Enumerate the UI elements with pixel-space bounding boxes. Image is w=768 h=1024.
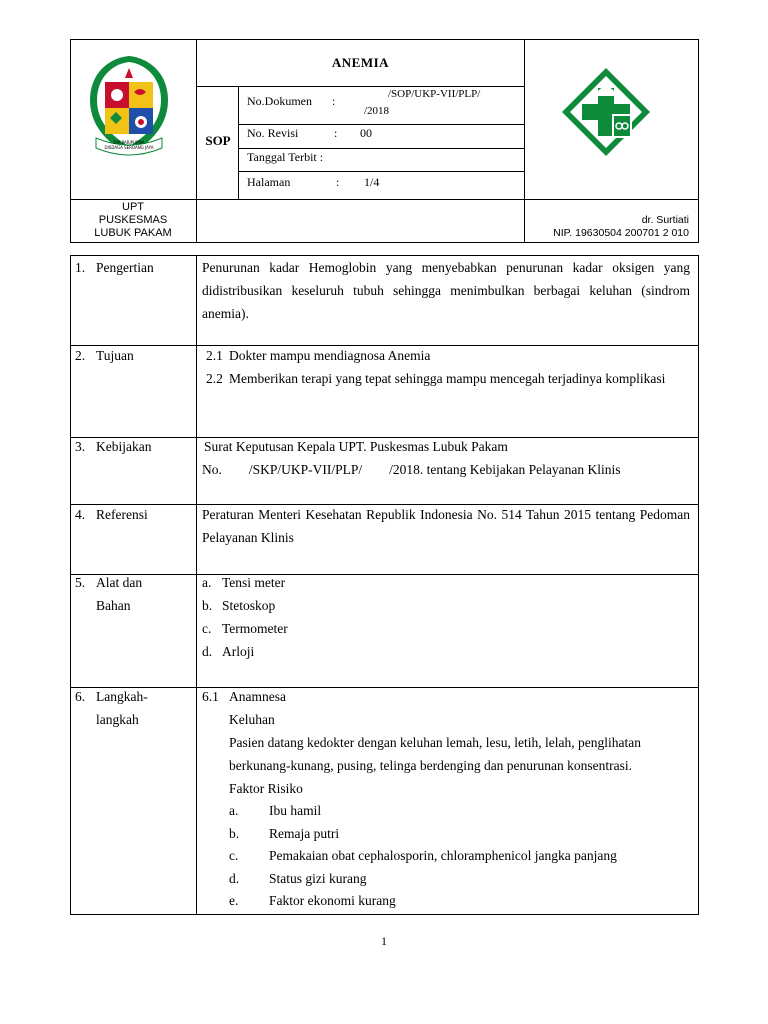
signer-name: dr. Surtiati (641, 214, 689, 226)
langkah-sub-title: Anamnesa (229, 689, 286, 704)
alat-item-c-letter: c. (202, 621, 212, 636)
alat-item-a-letter: a. (202, 575, 212, 590)
faktor-item-c-letter: c. (229, 848, 239, 863)
section-6-title-line1: Langkah- (96, 689, 148, 704)
faktor-item-d-text: Status gizi kurang (269, 871, 367, 886)
section-3-number: 3. (75, 439, 86, 454)
logo-motto-1: DIA PARIPURNA (113, 140, 145, 145)
field-no-revisi-label: No. Revisi (247, 126, 299, 140)
field-no-dokumen-sep: : (332, 94, 336, 108)
faktor-item-b-letter: b. (229, 826, 240, 841)
faktor-item-b-text: Remaja putri (269, 826, 340, 841)
section-6-title-line2: langkah (96, 712, 139, 727)
section-2-number: 2. (75, 348, 86, 363)
faktor-item-c-text: Pemakaian obat cephalosporin, chloramphenicol jangka panjang (269, 848, 617, 863)
referensi-text: Peraturan Menteri Kesehatan Republik Indonesia No. 514 Tahun 2015 tentang Pedoman Pelayanan Klinis (202, 507, 690, 545)
faktor-risiko-heading: Faktor Risiko (229, 781, 303, 796)
field-no-revisi-sep: : (334, 126, 338, 140)
alat-item-d-text: Arloji (222, 644, 255, 659)
section-1-text: Penurunan kadar Hemoglobin yang menyebabkan penurunan kadar oksigen yang didistribusikan keseluruh tubuh sehingga menimbulkan berbagai keluhan (sindrom anemia). (202, 260, 690, 321)
section-5-title-line2: Bahan (96, 598, 131, 613)
logo-motto-2: DISDAGA SERDANG JAYA (104, 145, 154, 150)
alat-item-d-letter: d. (202, 644, 213, 659)
tujuan-item-1-text: Dokter mampu mendiagnosa Anemia (229, 348, 431, 363)
tujuan-item-1-number: 2.1 (206, 348, 223, 363)
section-4-number: 4. (75, 507, 86, 522)
alat-item-a-text: Tensi meter (222, 575, 286, 590)
field-no-revisi-value: 00 (360, 126, 372, 140)
field-no-dokumen-value-1: /SOP/UKP-VII/PLP/ (388, 88, 481, 100)
field-tanggal-terbit-label: Tanggal Terbit : (247, 150, 324, 164)
faktor-item-a-text: Ibu hamil (269, 803, 322, 818)
faktor-item-d-letter: d. (229, 871, 240, 886)
signer-block (525, 214, 689, 240)
page-number: 1 (381, 934, 387, 948)
faktor-item-e-text: Faktor ekonomi kurang (269, 893, 396, 908)
field-halaman-value: 1/4 (364, 175, 380, 189)
org-name-line3: LUBUK PAKAM (94, 227, 172, 239)
section-3-title: Kebijakan (96, 439, 152, 454)
keluhan-line-1: Pasien datang kedokter dengan keluhan lemah, lesu, letih, lelah, penglihatan (229, 735, 641, 750)
tujuan-item-2-number: 2.2 (206, 371, 223, 386)
sop-label: SOP (205, 133, 231, 148)
tujuan-item-2-text: Memberikan terapi yang tepat sehingga mampu mencegah terjadinya komplikasi (229, 371, 666, 386)
org-name-line2: PUSKESMAS (98, 214, 168, 226)
section-1-number: 1. (75, 260, 86, 275)
org-name (70, 201, 196, 240)
field-no-dokumen-value-2: /2018 (364, 105, 390, 117)
section-1-title: Pengertian (96, 260, 154, 275)
document-title: ANEMIA (331, 55, 390, 70)
kebijakan-line-1: Surat Keputusan Kepala UPT. Puskesmas Lubuk Pakam (204, 439, 508, 454)
section-6-number: 6. (75, 689, 86, 704)
keluhan-heading: Keluhan (229, 712, 275, 727)
section-2-title: Tujuan (96, 348, 134, 363)
keluhan-line-2: berkunang-kunang, pusing, telinga berdenging dan penurunan konsentrasi. (229, 758, 633, 773)
faktor-item-a-letter: a. (229, 803, 239, 818)
kebijakan-line-2: No. /SKP/UKP-VII/PLP/ /2018. tentang Kebijakan Pelayanan Klinis (202, 462, 621, 477)
alat-item-b-text: Stetoskop (222, 598, 276, 613)
field-no-dokumen-label: No.Dokumen (247, 94, 312, 108)
signer-nip: NIP. 19630504 200701 2 010 (553, 227, 689, 239)
section-5-title-line1: Alat dan (96, 575, 143, 590)
field-halaman-label: Halaman (247, 175, 291, 189)
field-halaman-sep: : (336, 175, 340, 189)
faktor-item-e-letter: e. (229, 893, 239, 908)
section-4-title: Referensi (96, 507, 148, 522)
puskesmas-cross-icon (560, 66, 652, 158)
langkah-sub-number: 6.1 (202, 689, 219, 704)
puskesmas-logo (560, 66, 652, 158)
regional-crest-logo (84, 52, 174, 164)
alat-item-b-letter: b. (202, 598, 213, 613)
org-name-line1: UPT (122, 201, 144, 213)
section-5-number: 5. (75, 575, 86, 590)
alat-item-c-text: Termometer (222, 621, 288, 636)
